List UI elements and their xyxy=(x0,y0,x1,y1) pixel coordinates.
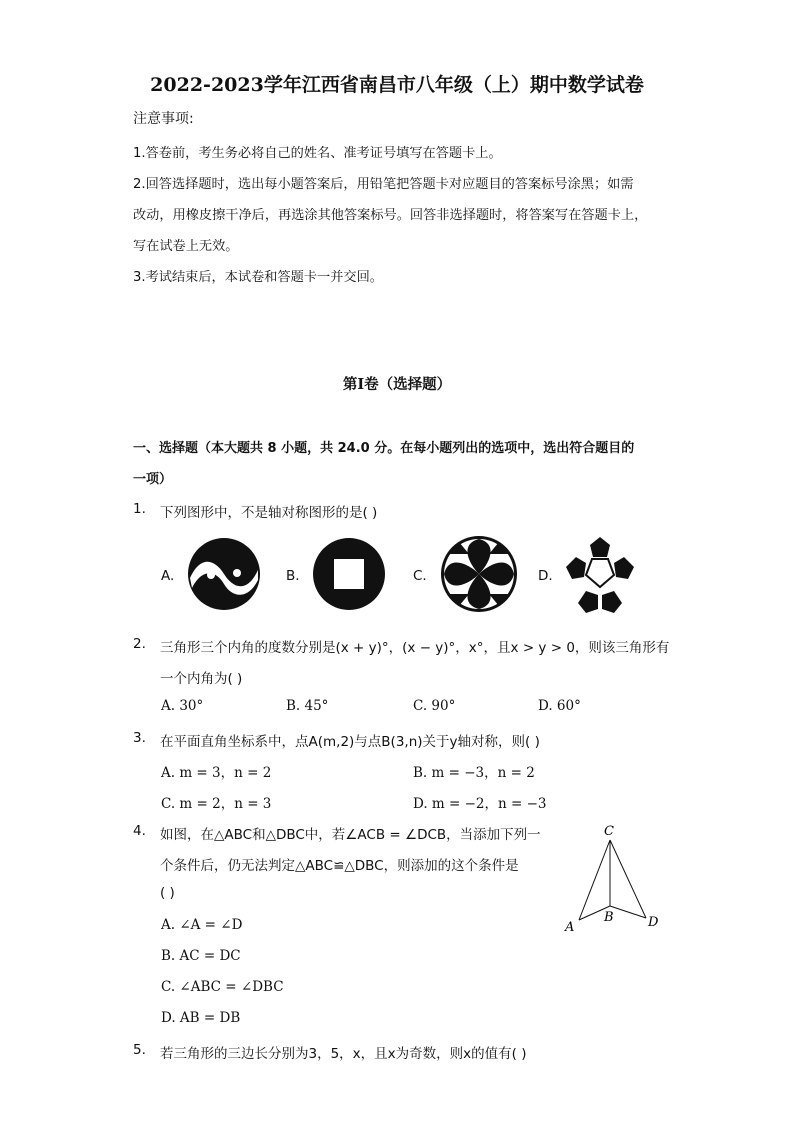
triangle-figure xyxy=(562,822,662,937)
question-text: 个条件后，仍无法判定△ABC≌△DBC，则添加的这个条件是 xyxy=(160,858,519,874)
question-number: 2. xyxy=(133,636,146,652)
question-text: ( ) xyxy=(160,885,175,901)
option-c: C. 90° xyxy=(413,698,456,714)
option-label: D. xyxy=(538,568,553,584)
option-label: A. xyxy=(161,568,175,584)
option-label: B. xyxy=(286,568,300,584)
notice-line: 1.答卷前，考生务必将自己的姓名、准考证号填写在答题卡上。 xyxy=(133,146,502,161)
question-number: 5. xyxy=(133,1042,146,1058)
vertex-c-label: C xyxy=(604,824,614,839)
option-b: B. 45° xyxy=(286,698,329,714)
notice-line: 2.回答选择题时，选出每小题答案后，用铅笔把答题卡对应题目的答案标号涂黑；如需 xyxy=(133,177,634,192)
figure-d-icon xyxy=(562,535,638,615)
page-title: 2022-2023学年江西省南昌市八年级（上）期中数学试卷 xyxy=(150,74,644,96)
question-number: 1. xyxy=(133,501,146,517)
question-number: 4. xyxy=(133,823,146,839)
notice-line: 改动，用橡皮擦干净后，再选涂其他答案标号。回答非选择题时，将答案写在答题卡上， xyxy=(133,208,648,223)
question-text: 下列图形中，不是轴对称图形的是( ) xyxy=(160,505,378,521)
option-label: C. xyxy=(413,568,427,584)
part-heading-line2: 一项） xyxy=(133,472,173,487)
question-number: 3. xyxy=(133,730,146,746)
option-a: A. 30° xyxy=(161,698,204,714)
figure-a-icon xyxy=(186,536,262,612)
question-text: 三角形三个内角的度数分别是(x + y)°，(x − y)°，x°，且x > y > 0，则该三角形有 xyxy=(160,640,670,656)
notice-line: 3.考试结束后，本试卷和答题卡一并交回。 xyxy=(133,270,383,285)
option-a: A. ∠A = ∠D xyxy=(161,917,243,933)
notice-line: 写在试卷上无效。 xyxy=(133,239,239,254)
figure-b-icon xyxy=(311,536,387,612)
option-a: A. m = 3，n = 2 xyxy=(161,765,272,781)
figure-c-icon xyxy=(439,534,519,614)
vertex-d-label: D xyxy=(648,915,659,930)
notice-heading: 注意事项: xyxy=(133,111,194,127)
question-text: 若三角形的三边长分别为3，5，x，且x为奇数，则x的值有( ) xyxy=(160,1046,527,1062)
option-d: D. m = −2，n = −3 xyxy=(413,796,547,812)
vertex-b-label: B xyxy=(604,910,614,925)
question-text: 在平面直角坐标系中，点A(m,2)与点B(3,n)关于y轴对称，则( ) xyxy=(160,734,540,750)
option-d: D. AB = DB xyxy=(161,1010,241,1026)
option-c: C. ∠ABC = ∠DBC xyxy=(161,979,284,995)
option-b: B. AC = DC xyxy=(161,948,241,964)
option-d: D. 60° xyxy=(538,698,581,714)
vertex-a-label: A xyxy=(565,920,575,935)
question-text: 一个内角为( ) xyxy=(160,671,243,687)
question-text: 如图，在△ABC和△DBC中，若∠ACB = ∠DCB，当添加下列一 xyxy=(160,827,541,843)
option-c: C. m = 2，n = 3 xyxy=(161,796,272,812)
part-heading-line1: 一、选择题（本大题共 8 小题，共 24.0 分。在每小题列出的选项中，选出符合题目的 xyxy=(133,441,635,456)
section-title: 第Ⅰ卷（选择题） xyxy=(342,376,452,393)
option-b: B. m = −3，n = 2 xyxy=(413,765,535,781)
